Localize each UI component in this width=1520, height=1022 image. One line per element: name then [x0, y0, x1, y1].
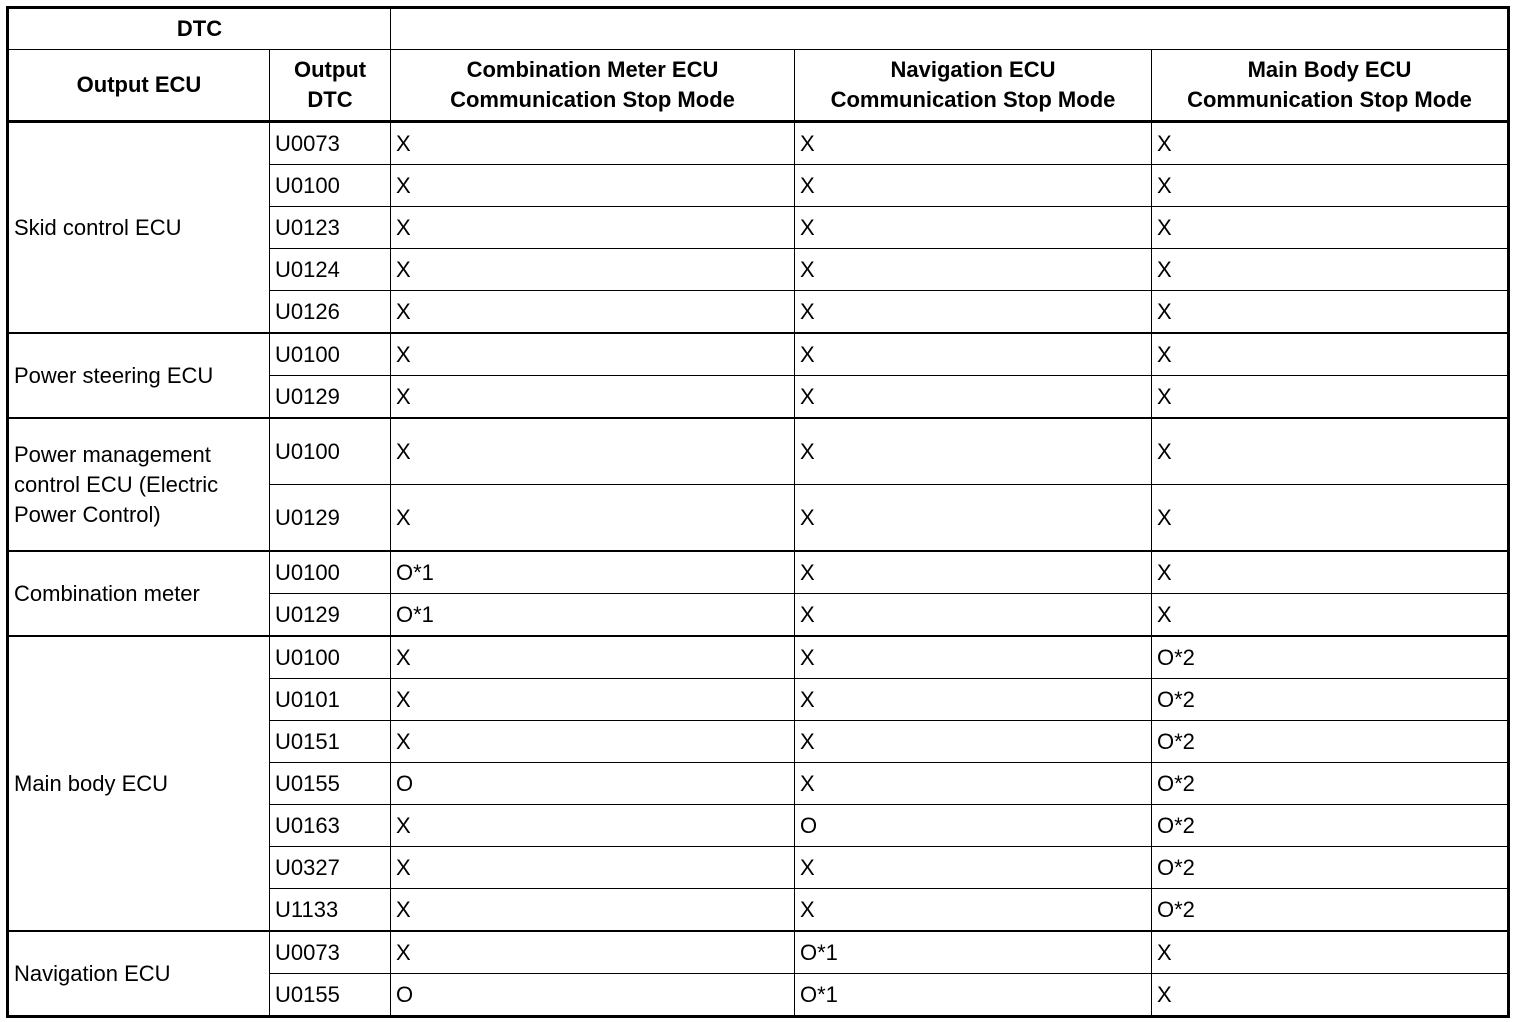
- nav-mode-cell: X: [795, 291, 1152, 334]
- dtc-code-cell: U0100: [270, 636, 391, 679]
- nav-mode-header-line2: Communication Stop Mode: [830, 87, 1116, 112]
- body-mode-cell: X: [1152, 551, 1509, 594]
- body-mode-cell: O*2: [1152, 805, 1509, 847]
- meter-mode-cell: X: [391, 165, 795, 207]
- dtc-code-cell: U0100: [270, 165, 391, 207]
- nav-mode-cell: X: [795, 594, 1152, 637]
- dtc-code-cell: U0163: [270, 805, 391, 847]
- meter-mode-header-line2: Communication Stop Mode: [450, 87, 735, 112]
- body-mode-cell: X: [1152, 931, 1509, 974]
- body-mode-cell: X: [1152, 122, 1509, 165]
- output-ecu-cell: Power steering ECU: [8, 333, 270, 418]
- dtc-code-cell: U0101: [270, 679, 391, 721]
- output-ecu-cell: Navigation ECU: [8, 931, 270, 1017]
- output-dtc-header: [270, 50, 391, 122]
- body-mode-cell: O*2: [1152, 889, 1509, 932]
- body-mode-cell: X: [1152, 207, 1509, 249]
- nav-mode-cell: X: [795, 721, 1152, 763]
- dtc-code-cell: U0073: [270, 931, 391, 974]
- nav-mode-cell: X: [795, 889, 1152, 932]
- nav-mode-cell: X: [795, 333, 1152, 376]
- body-mode-header-line1: Main Body ECU: [1247, 57, 1412, 82]
- dtc-code-cell: U0151: [270, 721, 391, 763]
- meter-mode-header-line1: Combination Meter ECU: [466, 57, 719, 82]
- meter-mode-cell: X: [391, 931, 795, 974]
- nav-mode-cell: X: [795, 165, 1152, 207]
- meter-mode-cell: X: [391, 636, 795, 679]
- meter-mode-cell: X: [391, 889, 795, 932]
- body-mode-header-line2: Communication Stop Mode: [1187, 87, 1472, 112]
- body-mode-cell: O*2: [1152, 636, 1509, 679]
- meter-mode-cell: X: [391, 249, 795, 291]
- output-dtc-header-line1: Output: [293, 57, 367, 82]
- nav-mode-cell: X: [795, 551, 1152, 594]
- nav-mode-cell: O*1: [795, 974, 1152, 1017]
- nav-mode-cell: X: [795, 418, 1152, 485]
- meter-mode-cell: X: [391, 122, 795, 165]
- meter-mode-cell: X: [391, 721, 795, 763]
- body-mode-header: [1152, 50, 1509, 122]
- body-mode-cell: X: [1152, 249, 1509, 291]
- table-row: [8, 122, 1509, 165]
- output-ecu-header: Output ECU: [8, 50, 270, 122]
- meter-mode-cell: X: [391, 805, 795, 847]
- output-ecu-cell: Main body ECU: [8, 636, 270, 931]
- meter-mode-cell: O*1: [391, 551, 795, 594]
- nav-mode-cell: X: [795, 485, 1152, 552]
- nav-mode-cell: X: [795, 847, 1152, 889]
- dtc-code-cell: U1133: [270, 889, 391, 932]
- nav-mode-cell: X: [795, 763, 1152, 805]
- table-row: [8, 551, 1509, 594]
- meter-mode-header: [391, 50, 795, 122]
- body-mode-cell: X: [1152, 418, 1509, 485]
- nav-mode-cell: X: [795, 376, 1152, 419]
- dtc-code-cell: U0126: [270, 291, 391, 334]
- nav-mode-header-line1: Navigation ECU: [890, 57, 1056, 82]
- dtc-table: [6, 6, 1510, 1018]
- table-row: [8, 418, 1509, 485]
- nav-mode-cell: X: [795, 122, 1152, 165]
- nav-mode-cell: X: [795, 636, 1152, 679]
- dtc-code-cell: U0123: [270, 207, 391, 249]
- output-ecu-cell: Combination meter: [8, 551, 270, 636]
- nav-mode-cell: O: [795, 805, 1152, 847]
- table-row: [8, 931, 1509, 974]
- dtc-header: DTC: [8, 8, 391, 50]
- nav-mode-cell: X: [795, 207, 1152, 249]
- dtc-code-cell: U0129: [270, 594, 391, 637]
- dtc-code-cell: U0155: [270, 763, 391, 805]
- dtc-code-cell: U0155: [270, 974, 391, 1017]
- meter-mode-cell: O: [391, 974, 795, 1017]
- nav-mode-cell: X: [795, 249, 1152, 291]
- header-row-dtc: [8, 8, 1509, 50]
- meter-mode-cell: X: [391, 291, 795, 334]
- body-mode-cell: O*2: [1152, 847, 1509, 889]
- dtc-code-cell: U0100: [270, 551, 391, 594]
- meter-mode-cell: X: [391, 376, 795, 419]
- dtc-code-cell: U0100: [270, 333, 391, 376]
- meter-mode-cell: O: [391, 763, 795, 805]
- meter-mode-cell: X: [391, 847, 795, 889]
- body-mode-cell: X: [1152, 974, 1509, 1017]
- nav-mode-header: [795, 50, 1152, 122]
- nav-mode-cell: O*1: [795, 931, 1152, 974]
- nav-mode-cell: X: [795, 679, 1152, 721]
- meter-mode-cell: X: [391, 333, 795, 376]
- table-row: [8, 333, 1509, 376]
- body-mode-cell: X: [1152, 333, 1509, 376]
- dtc-code-cell: U0129: [270, 485, 391, 552]
- body-mode-cell: X: [1152, 485, 1509, 552]
- body-mode-cell: X: [1152, 594, 1509, 637]
- dtc-code-cell: U0100: [270, 418, 391, 485]
- body-mode-cell: O*2: [1152, 763, 1509, 805]
- output-ecu-cell: Power management control ECU (Electric Power Control): [8, 418, 270, 551]
- table-row: [8, 636, 1509, 679]
- dtc-code-cell: U0129: [270, 376, 391, 419]
- body-mode-cell: X: [1152, 291, 1509, 334]
- body-mode-cell: X: [1152, 376, 1509, 419]
- body-mode-cell: X: [1152, 165, 1509, 207]
- meter-mode-cell: X: [391, 418, 795, 485]
- dtc-table-body: [8, 122, 1509, 1017]
- header-row-columns: [8, 50, 1509, 122]
- dtc-code-cell: U0073: [270, 122, 391, 165]
- meter-mode-cell: X: [391, 207, 795, 249]
- meter-mode-cell: X: [391, 679, 795, 721]
- body-mode-cell: O*2: [1152, 721, 1509, 763]
- dtc-code-cell: U0327: [270, 847, 391, 889]
- output-ecu-cell: Skid control ECU: [8, 122, 270, 334]
- body-mode-cell: O*2: [1152, 679, 1509, 721]
- meter-mode-cell: X: [391, 485, 795, 552]
- empty-header: [391, 8, 1509, 50]
- output-dtc-header-line2: DTC: [307, 87, 353, 112]
- meter-mode-cell: O*1: [391, 594, 795, 637]
- dtc-code-cell: U0124: [270, 249, 391, 291]
